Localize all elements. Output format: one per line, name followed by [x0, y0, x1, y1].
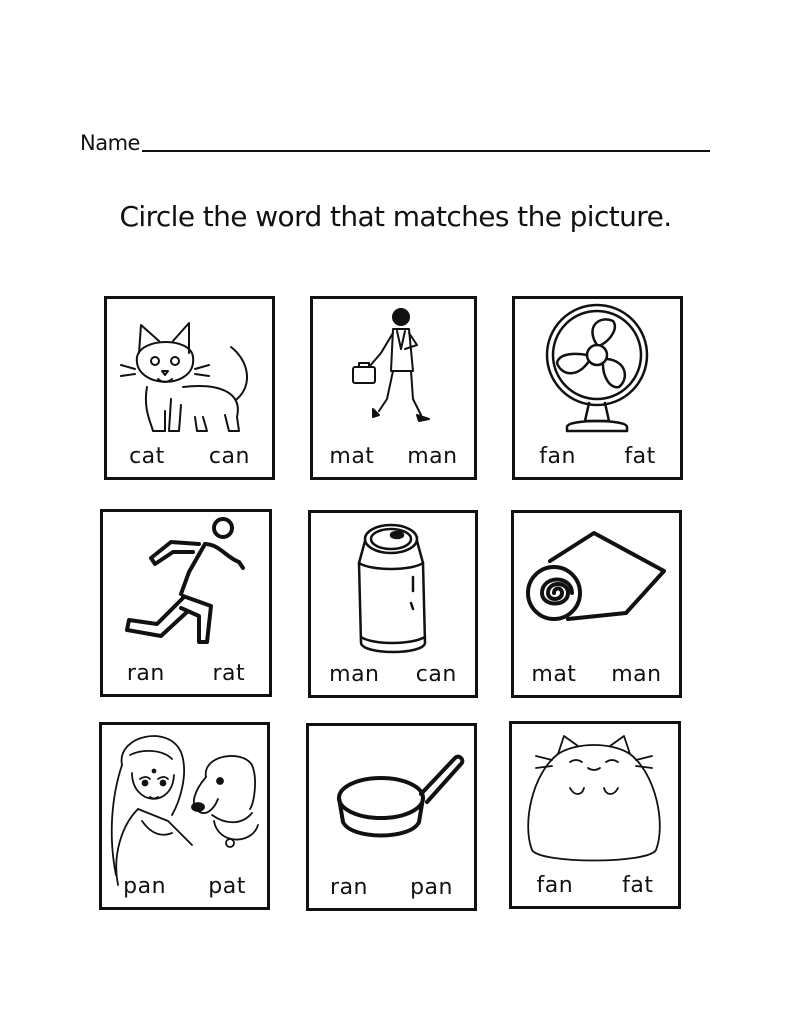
word-choice[interactable]: man	[329, 662, 380, 687]
word-choice[interactable]: man	[407, 444, 458, 469]
picture-card-9	[509, 721, 681, 909]
word-choice[interactable]: mat	[329, 444, 375, 469]
picture-card-8	[306, 723, 477, 911]
name-label: Name	[80, 131, 140, 155]
word-choices	[512, 873, 678, 898]
picture-card-2	[310, 296, 477, 480]
name-field-row	[80, 124, 710, 154]
word-choice[interactable]: can	[415, 662, 457, 687]
word-choice[interactable]: ran	[330, 875, 369, 900]
word-choices	[103, 661, 269, 686]
word-choices	[514, 662, 679, 687]
word-choices	[102, 874, 267, 899]
name-write-line[interactable]	[142, 128, 710, 152]
picture-card-6	[511, 510, 682, 698]
word-choice[interactable]: cat	[129, 444, 165, 469]
word-choices	[107, 444, 272, 469]
picture-card-1	[104, 296, 275, 480]
word-choice[interactable]: pat	[208, 874, 246, 899]
word-choice[interactable]: rat	[212, 661, 246, 686]
word-choices	[311, 662, 475, 687]
word-choice[interactable]: ran	[126, 661, 165, 686]
word-choice[interactable]: mat	[531, 662, 577, 687]
picture-card-5	[308, 510, 478, 698]
word-choice[interactable]: fan	[539, 444, 576, 469]
instruction-text: Circle the word that matches the picture.	[119, 200, 672, 233]
word-choices	[313, 444, 474, 469]
picture-card-3	[512, 296, 683, 480]
word-choices	[309, 875, 474, 900]
word-choice[interactable]: fat	[624, 444, 656, 469]
word-choice[interactable]: pan	[123, 874, 167, 899]
word-choices	[515, 444, 680, 469]
word-choice[interactable]: fan	[536, 873, 574, 898]
word-choice[interactable]: pan	[410, 875, 453, 900]
picture-card-4	[100, 509, 272, 697]
picture-card-7	[99, 722, 270, 910]
word-choice[interactable]: can	[208, 444, 250, 469]
word-choice[interactable]: fat	[622, 873, 654, 898]
word-choice[interactable]: man	[611, 662, 662, 687]
